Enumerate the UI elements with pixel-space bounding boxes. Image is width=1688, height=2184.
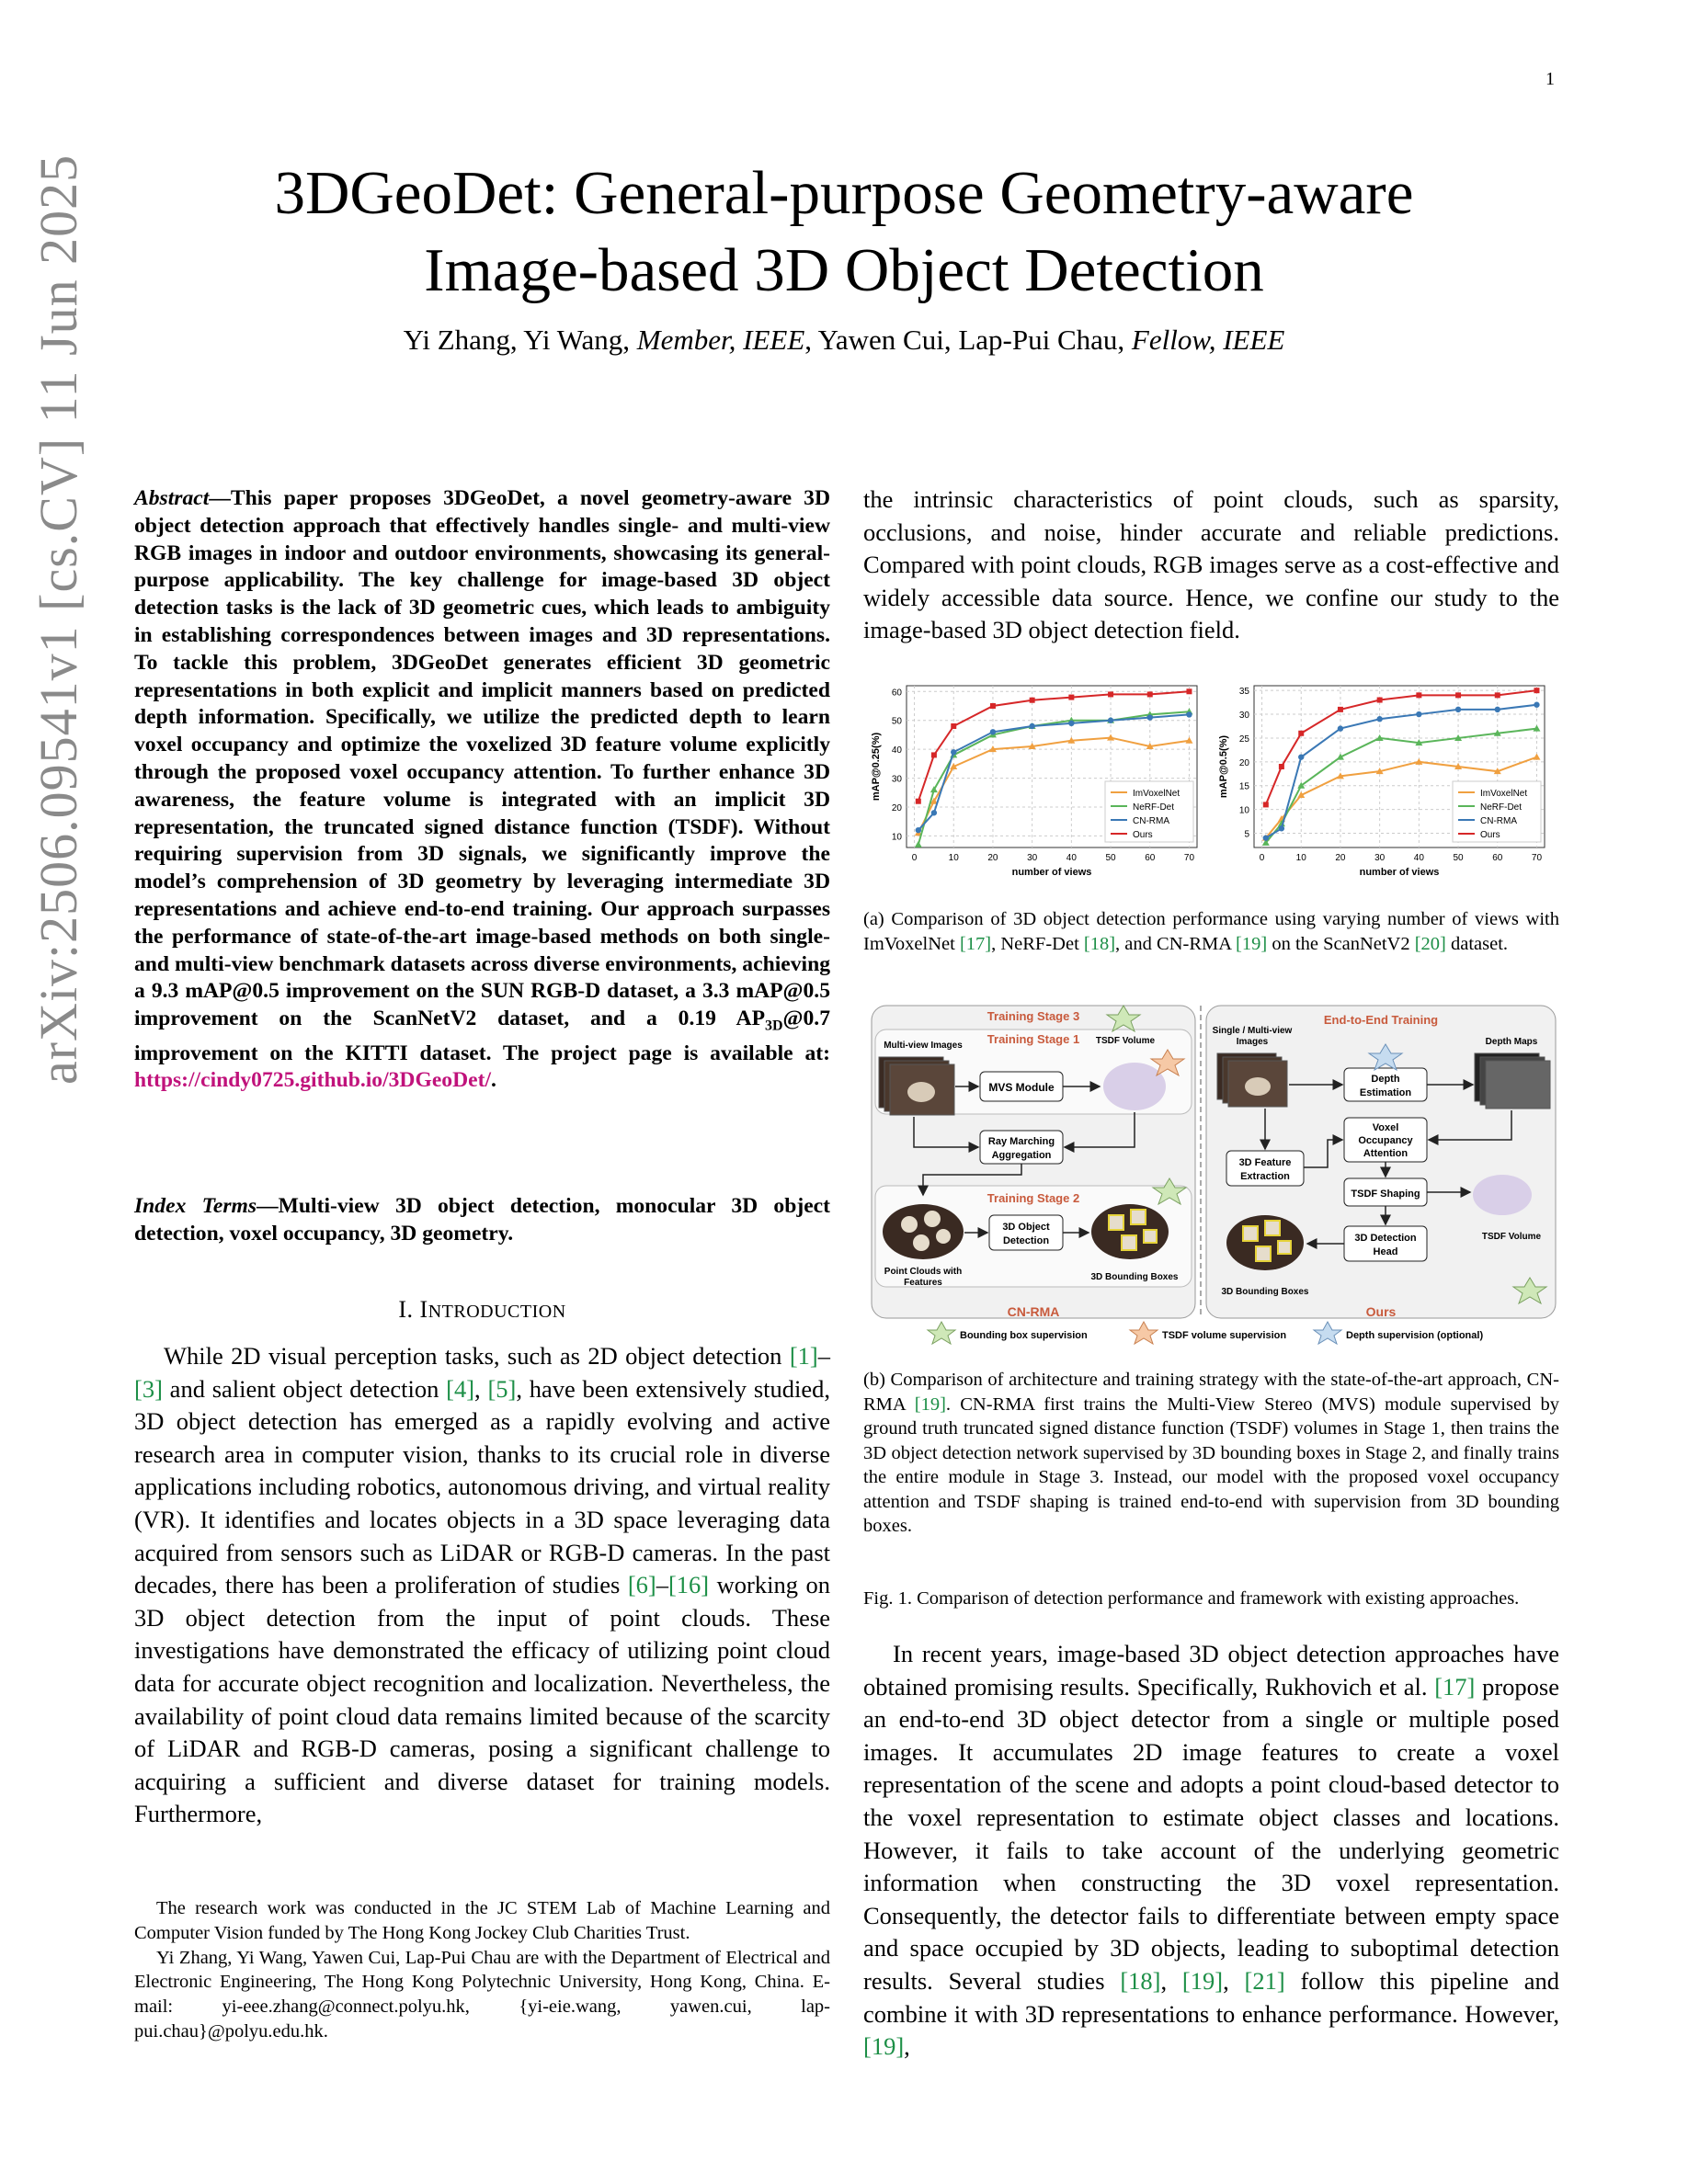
- x-axis-label: number of views: [1011, 867, 1092, 878]
- data-point: [1147, 714, 1153, 720]
- object-detection-label-1: 3D Object: [1002, 1222, 1050, 1233]
- abstract: [134, 485, 830, 1095]
- project-page-link[interactable]: https://cindy0725.github.io/3DGeoDet/: [134, 1068, 492, 1093]
- legend-entry: Ours: [1133, 830, 1153, 840]
- x-tick-label: 20: [1335, 853, 1346, 863]
- footnote-affiliation: Yi Zhang, Yi Wang, Yawen Cui, Lap-Pui Chau are with the Department of Electrical and Electronic Engineering, The Hong Kong Polytechnic University, Hong Kong, China. E-mail: yi-eee.zhang@connect.polyu.hk, {yi-eie.wang, yawen.cui, lap-pui.chau}@polyu.edu.hk.: [134, 1947, 830, 2042]
- intro-text: –: [817, 1342, 830, 1370]
- paper-title: [110, 154, 1578, 309]
- caption-text: (a) Comparison of 3D object detection performance using varying number of views with ImVoxelNet: [863, 909, 1559, 954]
- legend-entry: Ours: [1480, 830, 1500, 840]
- caption-text: (b) Comparison of architecture and training strategy with the state-of-the-art approach, CN-RMA: [863, 1370, 1559, 1415]
- point-clouds-label-1: Point Clouds with: [884, 1267, 963, 1277]
- x-tick-label: 50: [1453, 853, 1464, 863]
- aggregation-label: Aggregation: [991, 1150, 1052, 1161]
- voxel-occupancy-label-3: Attention: [1363, 1148, 1409, 1159]
- citation-link[interactable]: [4]: [446, 1374, 475, 1403]
- object-detection-label-2: Detection: [1002, 1235, 1050, 1246]
- x-tick-label: 60: [1145, 853, 1156, 863]
- depth-maps-thumbnails: [1475, 1053, 1550, 1109]
- citation-link[interactable]: [17]: [1434, 1672, 1476, 1701]
- y-axis-label: mAP@0.25(%): [871, 732, 882, 802]
- citation-link[interactable]: [19]: [914, 1393, 946, 1415]
- legend-depth-supervision: Depth supervision (optional): [1346, 1330, 1484, 1341]
- ray-marching-label: Ray Marching: [987, 1136, 1055, 1147]
- x-tick-label: 50: [1105, 853, 1116, 863]
- tsdf-volume-label-right: TSDF Volume: [1481, 1232, 1542, 1242]
- point-cloud-image: [883, 1204, 964, 1259]
- citation-link[interactable]: [5]: [487, 1374, 517, 1403]
- legend-tsdf-supervision: TSDF volume supervision: [1162, 1330, 1287, 1341]
- y-tick-label: 10: [1238, 805, 1249, 816]
- data-point: [1263, 802, 1269, 807]
- legend-entry: NeRF-Det: [1480, 802, 1523, 813]
- x-tick-label: 40: [1066, 853, 1077, 863]
- bbox-label-right: 3D Bounding Boxes: [1221, 1287, 1309, 1297]
- x-tick-label: 30: [1027, 853, 1038, 863]
- section-number: I.: [398, 1296, 420, 1323]
- data-point: [990, 729, 996, 734]
- bounding-boxes-image: [1091, 1204, 1169, 1259]
- abstract-text: —This paper proposes 3DGeoDet, a novel geometry-aware 3D object detection approach that effectively handles single- and multi-view RGB images in indoor and outdoor environments, showcasing its general-purpose applicability. The key challenge for image-based 3D object detection tasks is the lack of 3D geometric cues, which leads to ambiguity in establishing correspondences between images and 3D representations. To tackle this problem, 3DGeoDet generates efficient 3D geometric representations in both explicit and implicit manners based on predicted depth information. Specifically, we utilize the predicted depth to learn voxel occupancy and optimize the voxelized 3D feature volume explicitly through the proposed voxel occupancy attention. To further enhance 3D awareness, the feature volume is integrated with an implicit 3D representation, the truncated signed distance function (TSDF). Without requiring supervision from 3D signals, we significantly improve the model’s comprehension of 3D geometry by leveraging intermediate 3D representations and achieve end-to-end training. Our approach surpasses the performance of state-of-the-art image-based methods on both single- and multi-view benchmark datasets across diverse environments, achieving a 9.3 mAP@0.5 improvement on the SUN RGB-D dataset, a 3.3 mAP@0.5 improvement on the ScanNetV2 dataset, and a 0.19 AP: [134, 486, 830, 1031]
- tsdf-volume-cloud: [1103, 1063, 1166, 1110]
- x-tick-label: 0: [911, 853, 918, 863]
- data-point: [916, 799, 921, 804]
- bbox-label-left: 3D Bounding Boxes: [1090, 1272, 1179, 1282]
- y-axis-label: mAP@0.5(%): [1218, 734, 1229, 799]
- cn-rma-title: CN-RMA: [1007, 1304, 1060, 1319]
- data-point: [1108, 718, 1113, 723]
- data-point: [1534, 688, 1539, 693]
- data-point: [1186, 688, 1192, 694]
- data-point: [1279, 825, 1284, 831]
- paragraph-text: follow this pipeline and combine it with 3D representations to enhance performance. However,: [863, 1966, 1560, 2028]
- data-point: [1377, 698, 1383, 703]
- citation-link[interactable]: [6]: [627, 1571, 656, 1599]
- data-point: [1455, 707, 1461, 712]
- section-heading-introduction: [134, 1296, 830, 1324]
- tsdf-shaping-label: TSDF Shaping: [1351, 1189, 1420, 1200]
- citation-link[interactable]: [19]: [863, 2032, 905, 2061]
- legend-entry: CN-RMA: [1480, 816, 1517, 826]
- intro-text: While 2D visual perception tasks, such as 2D object detection: [164, 1342, 790, 1370]
- intro-text: and salient object detection: [162, 1374, 447, 1403]
- data-point: [1338, 707, 1343, 712]
- point-clouds-label-2: Features: [904, 1278, 942, 1288]
- author-role-fellow: Fellow, IEEE: [1131, 324, 1285, 356]
- ours-title: Ours: [1365, 1304, 1397, 1319]
- voxel-occupancy-label-1: Voxel: [1372, 1122, 1399, 1133]
- related-work-paragraph: [863, 1638, 1559, 2064]
- citation-link[interactable]: [20]: [1414, 933, 1446, 954]
- abstract-label: Abstract: [134, 486, 210, 510]
- citation-link[interactable]: [18]: [1120, 1966, 1161, 1995]
- y-tick-label: 60: [891, 688, 902, 699]
- data-point: [931, 752, 937, 757]
- intro-text: ,: [474, 1374, 488, 1403]
- mvs-module-label: MVS Module: [988, 1081, 1055, 1094]
- abstract-end: .: [491, 1068, 496, 1093]
- legend-entry: ImVoxelNet: [1480, 789, 1528, 799]
- data-point: [951, 749, 956, 755]
- y-tick-label: 10: [891, 832, 902, 843]
- figure-1-caption: Fig. 1. Comparison of detection performance and framework with existing approaches.: [863, 1588, 1520, 1609]
- y-tick-label: 50: [891, 716, 902, 727]
- end-to-end-label: End-to-End Training: [1323, 1013, 1439, 1027]
- right-column-top-paragraph: the intrinsic characteristics of point clouds, such as sparsity, occlusions, and noise, hinder accurate and reliable predictions. Compared with point clouds, RGB images serve as a cost-effective and widely accessible data source. Hence, we confine our study to the image-based 3D object detection field.: [863, 485, 1559, 644]
- x-tick-label: 10: [948, 853, 959, 863]
- legend-entry: CN-RMA: [1133, 816, 1169, 826]
- data-point: [951, 723, 956, 729]
- intro-text: , have been extensively studied, 3D object detection has emerged as a rapidly evolving and active research area in computer vision, thanks to its crucial role in diverse applications including robotics, autonomous driving, and virtual reality (VR). It identifies and locates objects in a 3D space leveraging data acquired from sensors such as LiDAR or RGB-D cameras. In the past decades, there has been a proliferation of studies: [134, 1374, 830, 1599]
- page-number: 1: [1545, 69, 1555, 89]
- data-point: [1068, 721, 1074, 726]
- citation-link[interactable]: [1]: [789, 1342, 818, 1370]
- x-tick-label: 0: [1259, 853, 1265, 863]
- chart-map05: [1218, 686, 1545, 878]
- stage2-label: Training Stage 2: [987, 1191, 1080, 1205]
- intro-paragraph: [134, 1340, 830, 1831]
- paragraph-text: ,: [904, 2032, 910, 2061]
- subcaption-a: [863, 907, 1559, 956]
- citation-link[interactable]: [19]: [1181, 1966, 1224, 1995]
- title-line-1: 3DGeoDet: General-purpose Geometry-aware: [274, 159, 1414, 227]
- caption-text: dataset.: [1445, 933, 1509, 954]
- single-multiview-label-2: Images: [1236, 1037, 1269, 1047]
- x-tick-label: 40: [1413, 853, 1424, 863]
- abstract-text-2: @0.7 improvement on the KITTI dataset. The project page is available at:: [134, 1007, 830, 1065]
- legend-entry: NeRF-Det: [1133, 802, 1175, 813]
- paragraph-text: ,: [1160, 1966, 1182, 1995]
- data-point: [1376, 716, 1382, 722]
- tsdf-volume-label: TSDF Volume: [1095, 1036, 1156, 1046]
- data-point: [1495, 707, 1500, 712]
- depth-estimation-label-1: Depth: [1371, 1074, 1400, 1085]
- index-terms: [134, 1193, 830, 1248]
- title-line-2: Image-based 3D Object Detection: [424, 236, 1264, 304]
- citation-link[interactable]: [19]: [1236, 933, 1268, 954]
- y-tick-label: 25: [1238, 734, 1249, 745]
- intro-text: –: [656, 1571, 668, 1599]
- stage3-label: Training Stage 3: [987, 1009, 1080, 1023]
- stage1-label: Training Stage 1: [987, 1032, 1080, 1046]
- data-point: [1416, 692, 1421, 698]
- y-tick-label: 20: [891, 803, 902, 813]
- paragraph-text: ,: [1223, 1966, 1245, 1995]
- data-point: [1495, 692, 1500, 698]
- input-images-thumbnails: [1217, 1053, 1287, 1107]
- author-role-member: Member, IEEE: [636, 324, 805, 356]
- arxiv-identifier: arXiv:2506.09541v1 [cs.CV] 11 Jun 2025: [29, 154, 88, 1085]
- subcaption-b: [863, 1368, 1559, 1539]
- figure-1a-charts: [868, 680, 1559, 887]
- legend-bbox-supervision: Bounding box supervision: [960, 1330, 1088, 1341]
- data-point: [990, 703, 996, 709]
- depth-maps-label: Depth Maps: [1485, 1037, 1538, 1047]
- feature-extraction-label-2: Extraction: [1240, 1171, 1290, 1182]
- legend-star-bbox: [928, 1322, 955, 1344]
- bounding-boxes-image-right: [1226, 1215, 1304, 1270]
- abstract-subscript: 3D: [764, 1018, 783, 1034]
- intro-text: working on 3D object detection from the input of point clouds. These investigations have demonstrated the efficacy of utilizing point cloud data for accurate object recognition and localization. Nevertheless, the availability of point cloud data remains limited because of the scarcity of LiDAR and RGB-D cameras, posing a significant challenge to acquiring a sufficient and diverse dataset for training models. Furthermore,: [134, 1571, 830, 1828]
- citation-link[interactable]: [3]: [134, 1374, 163, 1403]
- paragraph-text: In recent years, image-based 3D object detection approaches have obtained promising results. Specifically, Rukhovich et al.: [863, 1640, 1559, 1701]
- diagram-legend: [928, 1322, 1483, 1344]
- legend-star-tsdf: [1130, 1322, 1158, 1344]
- index-terms-label: Index Terms: [134, 1194, 257, 1218]
- feature-extraction-label-1: 3D Feature: [1238, 1157, 1292, 1168]
- caption-text: on the ScanNetV2: [1267, 933, 1415, 954]
- index-terms-text: —Multi-view 3D object detection, monocular 3D object detection, voxel occupancy, 3D geometry.: [134, 1194, 830, 1246]
- x-tick-label: 10: [1295, 853, 1306, 863]
- data-point: [1534, 702, 1539, 708]
- legend-star-depth: [1314, 1322, 1341, 1344]
- footnotes: [134, 1896, 830, 2044]
- data-point: [1186, 711, 1192, 717]
- y-tick-label: 30: [1238, 711, 1249, 722]
- footnote-funding: The research work was conducted in the JC STEM Lab of Machine Learning and Computer Vision funded by The Hong Kong Jockey Club Charities Trust.: [134, 1898, 830, 1943]
- single-multiview-label-1: Single / Multi-view: [1212, 1026, 1293, 1036]
- paragraph-text: propose an end-to-end 3D object detector from a single or multiple posed images. It accumulates 2D image features to create a voxel representation of the scene and adopts a point cloud-based detector to the voxel representation to estimate object classes and locations. However, it fails to take account of the underlying geometric information when constructing the 3D voxel representation. Consequently, the detector fails to differentiate between empty space and space occupied by 3D objects, leading to suboptimal detection results. Several studies: [863, 1672, 1559, 1995]
- citation-link[interactable]: [18]: [1083, 933, 1116, 954]
- caption-text: , and CN-RMA: [1115, 933, 1237, 954]
- x-tick-label: 70: [1531, 853, 1543, 863]
- data-point: [1030, 698, 1035, 703]
- citation-link[interactable]: [16]: [667, 1571, 710, 1599]
- chart-map025: [871, 686, 1197, 878]
- x-tick-label: 30: [1374, 853, 1386, 863]
- data-point: [1147, 691, 1153, 697]
- data-point: [916, 827, 921, 833]
- multiview-images-label: Multi-view Images: [884, 1041, 963, 1051]
- figure-1b-diagram: [868, 1002, 1559, 1349]
- y-tick-label: 15: [1238, 781, 1249, 792]
- data-point: [1416, 711, 1421, 717]
- data-point: [1338, 725, 1343, 731]
- data-point: [1279, 764, 1284, 769]
- section-first-letter: I: [419, 1296, 428, 1323]
- detection-head-label-2: Head: [1373, 1246, 1398, 1257]
- data-point: [1298, 731, 1304, 736]
- legend-entry: ImVoxelNet: [1133, 789, 1180, 799]
- voxel-occupancy-label-2: Occupancy: [1358, 1135, 1413, 1146]
- x-axis-label: number of views: [1359, 867, 1440, 878]
- caption-text: , NeRF-Det: [991, 933, 1084, 954]
- x-tick-label: 70: [1183, 853, 1195, 863]
- y-tick-label: 5: [1244, 829, 1249, 840]
- y-tick-label: 35: [1238, 687, 1249, 698]
- section-rest: NTRODUCTION: [428, 1302, 566, 1322]
- author-list: [110, 324, 1578, 357]
- data-point: [931, 810, 937, 815]
- x-tick-label: 60: [1492, 853, 1503, 863]
- citation-link[interactable]: [17]: [959, 933, 992, 954]
- data-point: [1108, 691, 1113, 697]
- authors-part-1: Yi Zhang, Yi Wang,: [403, 324, 637, 356]
- caption-text: . CN-RMA first trains the Multi-View Stereo (MVS) module supervised by ground truth truncated signed distance function (TSDF) volumes in Stage 1, then trains the 3D object detection network supervised by 3D bounding boxes in Stage 2, and finally trains the entire module in Stage 3. Instead, our model with the proposed voxel occupancy attention and TSDF shaping is trained end-to-end with supervision from 3D bounding boxes.: [863, 1393, 1559, 1536]
- data-point: [1455, 692, 1461, 698]
- data-point: [1068, 695, 1074, 700]
- multiview-images-thumbnails: [879, 1057, 954, 1115]
- x-tick-label: 20: [987, 853, 998, 863]
- y-tick-label: 30: [891, 774, 902, 785]
- data-point: [1298, 754, 1304, 759]
- citation-link[interactable]: [21]: [1244, 1966, 1285, 1995]
- detection-head-label-1: 3D Detection: [1354, 1233, 1417, 1244]
- y-tick-label: 20: [1238, 757, 1249, 768]
- authors-part-2: , Yawen Cui, Lap-Pui Chau,: [804, 324, 1132, 356]
- y-tick-label: 40: [891, 745, 902, 756]
- data-point: [1263, 835, 1269, 840]
- depth-estimation-label-2: Estimation: [1359, 1087, 1412, 1098]
- data-point: [1029, 723, 1034, 729]
- tsdf-volume-cloud-right: [1473, 1175, 1532, 1215]
